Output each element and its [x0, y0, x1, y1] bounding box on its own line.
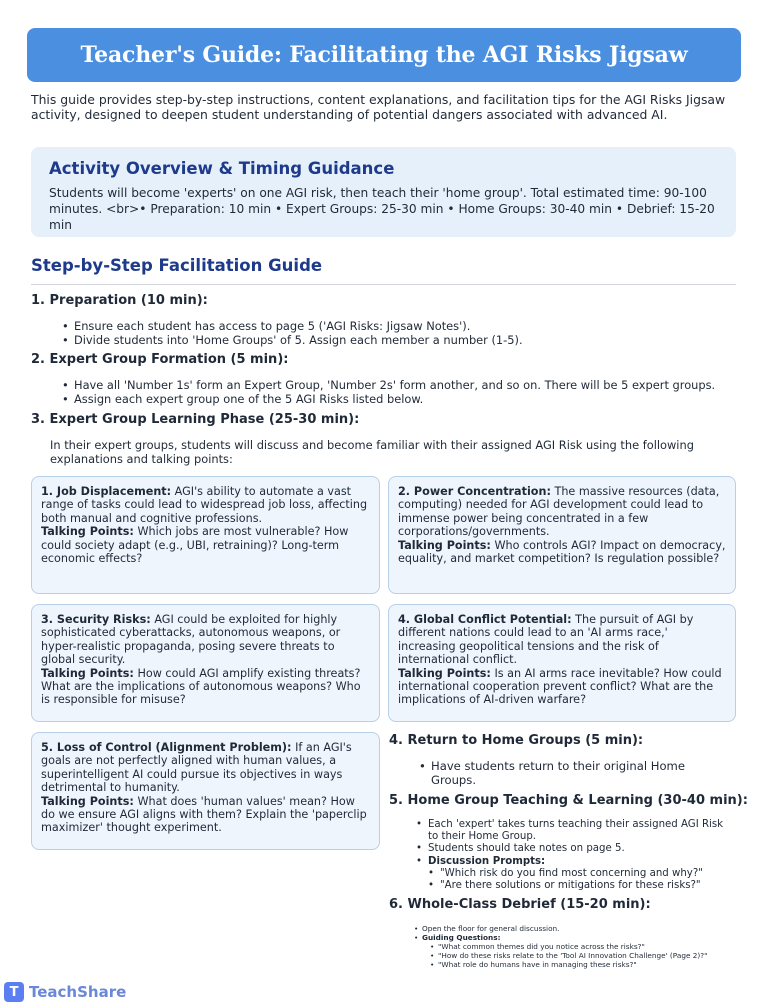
risk-title: 1. Job Displacement: — [41, 485, 172, 498]
section-home-teaching-title: 5. Home Group Teaching & Learning (30-40 min): — [389, 793, 748, 808]
overview-text: Students will become 'experts' on one AGI risk, then teach their 'home group'. Total estimated time: 90-100 minutes. <br>• Preparation: 10 min • Expert Groups: 25-30 min • Home Groups: 30-40 min • Debrief: 15-20 min — [49, 186, 715, 232]
list-item: • "Are there solutions or mitigations for these risks?" — [428, 880, 734, 892]
list-item: • Open the floor for general discussion. — [414, 924, 734, 933]
talking-points-label: Talking Points: — [41, 794, 134, 808]
brand-logo[interactable] — [4, 982, 126, 1002]
talking-points-label: Talking Points: — [398, 666, 491, 680]
talking-points-text: What does 'human values' mean? How do we ensure AGI aligns with them? Explain the 'paperclip maximizer' thought experiment. — [41, 794, 367, 835]
divider — [31, 284, 736, 285]
risk-title: 2. Power Concentration: — [398, 485, 551, 498]
risk-title: 3. Security Risks: — [41, 613, 151, 626]
title-banner — [27, 28, 741, 82]
talking-points-text: Which jobs are most vulnerable? How could society adapt (e.g., UBI, retraining)? Long-term economic effects? — [41, 525, 349, 566]
teachshare-logo-icon: T — [4, 982, 24, 1002]
list-item: • Ensure each student has access to page 5 ('AGI Risks: Jigsaw Notes'). — [62, 319, 523, 333]
risk-card-power-concentration — [388, 476, 736, 594]
brand-name: TeachShare — [29, 983, 127, 1001]
list-item: • Assign each expert group one of the 5 AGI Risks listed below. — [62, 392, 715, 406]
expert-formation-list — [62, 378, 715, 406]
page-title: Teacher's Guide: Facilitating the AGI Risks Jigsaw — [80, 42, 688, 68]
risk-card-job-displacement — [31, 476, 380, 594]
section-expert-learning-title: 3. Expert Group Learning Phase (25-30 min): — [31, 412, 360, 427]
section-expert-formation-title: 2. Expert Group Formation (5 min): — [31, 352, 289, 367]
guide-heading: Step-by-Step Facilitation Guide — [31, 256, 323, 275]
overview-title: Activity Overview & Timing Guidance — [49, 159, 395, 178]
risk-card-loss-of-control — [31, 732, 380, 850]
list-item: • "How do these risks relate to the 'Tool AI Innovation Challenge' (Page 2)?" — [430, 951, 734, 960]
talking-points-label: Talking Points: — [398, 538, 491, 552]
list-item: • Have students return to their original Home Groups. — [419, 759, 719, 787]
risk-title: 5. Loss of Control (Alignment Problem): — [41, 741, 292, 754]
preparation-list — [62, 319, 523, 347]
list-item: • "What common themes did you notice across the risks?" — [430, 942, 734, 951]
list-item: • Each 'expert' takes turns teaching their assigned AGI Risk to their Home Group. — [416, 819, 734, 843]
discussion-prompts-label: Discussion Prompts: — [428, 855, 546, 867]
debrief-list — [414, 924, 734, 969]
talking-points-text: Who controls AGI? Impact on democracy, equality, and market competition? Is regulation possible? — [398, 538, 726, 566]
risk-text: If an AGI's goals are not perfectly aligned with human values, a superintelligent AI could pursue its objectives in ways detrimental to humanity. — [41, 741, 352, 795]
risk-card-security-risks — [31, 604, 380, 722]
section-return-home-title: 4. Return to Home Groups (5 min): — [389, 733, 644, 748]
return-home-list — [419, 759, 719, 787]
risk-title: 4. Global Conflict Potential: — [398, 613, 572, 626]
talking-points-text: Is an AI arms race inevitable? How could international cooperation prevent conflict? What are the implications of AI-driven warfare? — [398, 666, 722, 707]
discussion-prompts-list — [428, 868, 734, 892]
list-item: • Divide students into 'Home Groups' of 5. Assign each member a number (1-5). — [62, 333, 523, 347]
section-debrief-title: 6. Whole-Class Debrief (15-20 min): — [389, 897, 651, 912]
list-item: • "What role do humans have in managing these risks?" — [430, 960, 734, 969]
risk-card-global-conflict — [388, 604, 736, 722]
list-item: • Students should take notes on page 5. — [416, 843, 734, 855]
talking-points-label: Talking Points: — [41, 666, 134, 680]
talking-points-label: Talking Points: — [41, 525, 134, 539]
risk-text: AGI could be exploited for highly sophisticated cyberattacks, autonomous weapons, or hyper-realistic propaganda, posing severe threats to global security. — [41, 613, 341, 667]
expert-learning-text: In their expert groups, students will discuss and become familiar with their assigned AGI Risk using the following explanations and talking points: — [50, 438, 694, 466]
list-item — [414, 933, 734, 969]
activity-overview-box — [31, 147, 736, 237]
list-item — [416, 856, 734, 893]
intro-paragraph: This guide provides step-by-step instructions, content explanations, and facilitation tips for the AGI Risks Jigsaw activity, designed to deepen student understanding of potential dangers associated with advanced AI. — [31, 92, 726, 122]
guiding-questions-list — [430, 942, 734, 969]
guiding-questions-label: Guiding Questions: — [422, 933, 501, 942]
risk-text: The pursuit of AGI by different nations could lead to an 'AI arms race,' increasing geopolitical tensions and the risk of international conflict. — [398, 613, 694, 667]
section-preparation-title: 1. Preparation (10 min): — [31, 293, 208, 308]
risk-text: The massive resources (data, computing) needed for AGI development could lead to immense power being concentrated in a few corporations/governments. — [398, 485, 720, 539]
risk-text: AGI's ability to automate a vast range of tasks could lead to widespread job loss, affecting both manual and cognitive professions. — [41, 485, 368, 525]
home-teaching-list — [416, 819, 734, 892]
talking-points-text: How could AGI amplify existing threats? What are the implications of autonomous weapons? Who is responsible for misuse? — [41, 666, 361, 707]
list-item: • "Which risk do you find most concerning and why?" — [428, 868, 734, 880]
list-item: • Have all 'Number 1s' form an Expert Group, 'Number 2s' form another, and so on. There will be 5 expert groups. — [62, 378, 715, 392]
